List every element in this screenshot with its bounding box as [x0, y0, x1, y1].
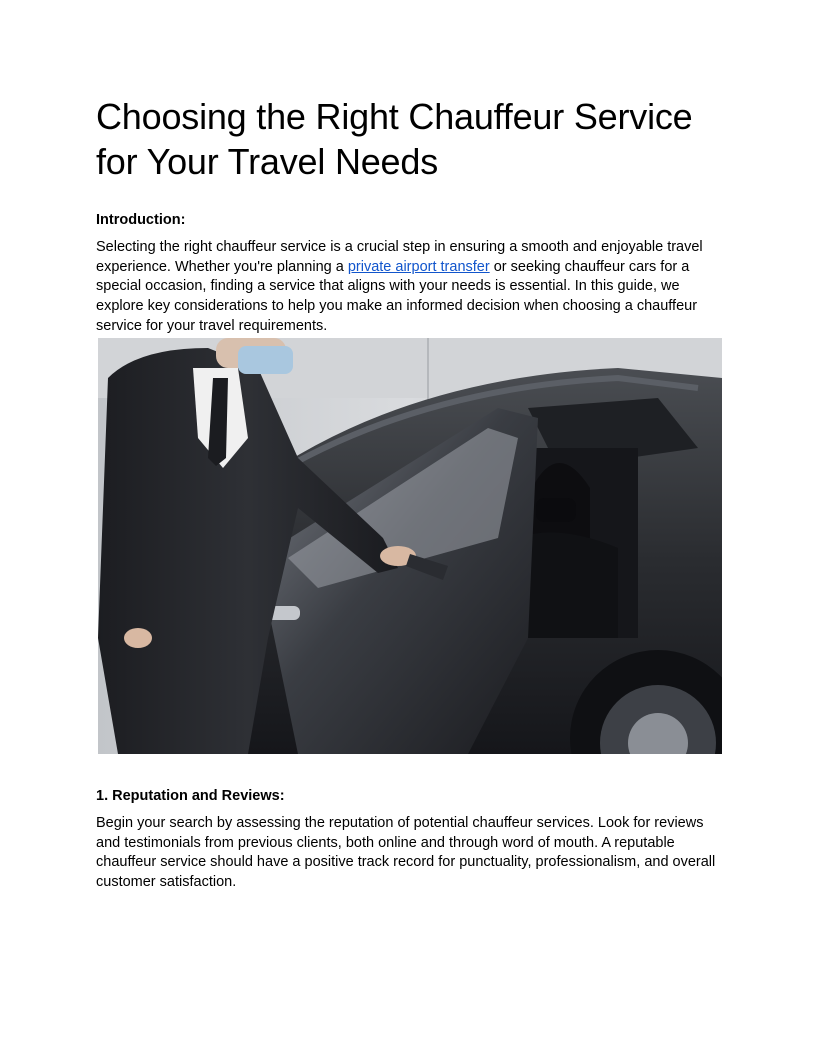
chauffeur-car-photo [98, 338, 722, 754]
page-title: Choosing the Right Chauffeur Service for Your Travel Needs [96, 96, 693, 182]
intro-heading: Introduction: [96, 212, 186, 228]
intro-text-before-link: Selecting the right chauffeur service is a crucial step in ensuring a smooth and enjoyable travel experience. Whether you're planning a [96, 239, 703, 275]
private-airport-transfer-link[interactable]: private airport transfer [347, 258, 490, 275]
intro-paragraph [96, 238, 720, 337]
section-1-heading: 1. Reputation and Reviews: [96, 788, 285, 804]
section-1-paragraph: Begin your search by assessing the reputation of potential chauffeur services. Look for reviews and testimonials from previous clients, both online and through word of mouth. A reputable chauffeur service should have a positive track record for punctuality, professionalism, and overall customer satisfaction. [96, 815, 716, 891]
intro-text-after-link: or seeking chauffeur cars for a special occasion, finding a service that aligns with your needs is essential. In this guide, we explore key considerations to help you make an informed decision when choosing a chauffeur service for your travel requirements. [96, 258, 698, 334]
